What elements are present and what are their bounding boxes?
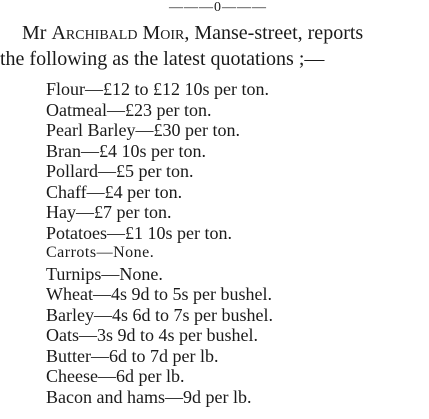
quotation-turnips: Turnips—None. xyxy=(46,263,163,284)
quotation-hay: Hay—£7 per ton. xyxy=(46,202,172,222)
quotation-oats: Oats—3s 9d to 4s per bushel. xyxy=(46,325,258,345)
quotation-cheese: Cheese—6d per lb. xyxy=(46,366,185,386)
intro-name: Archibald Moir xyxy=(51,22,185,44)
quotation-pollard: Pollard—£5 per ton. xyxy=(46,161,194,181)
quotation-carrots: Carrots—None. xyxy=(46,244,155,261)
quotation-potatoes: Potatoes—£1 10s per ton. xyxy=(46,222,232,243)
intro-paragraph xyxy=(0,20,429,72)
intro-line-2: the following as the latest quotations ;— xyxy=(0,48,325,70)
quotation-wheat: Wheat—4s 9d to 5s per bushel. xyxy=(46,284,272,304)
quotation-oatmeal: Oatmeal—£23 per ton. xyxy=(46,99,212,120)
quotations-list xyxy=(46,79,426,407)
quotation-butter: Butter—6d to 7d per lb. xyxy=(46,345,219,366)
section-divider: ———0——— xyxy=(169,0,267,15)
quotation-bacon-and-hams: Bacon and hams—9d per lb. xyxy=(46,386,252,407)
quotation-flour: Flour—£12 to £12 10s per ton. xyxy=(46,79,269,99)
quotation-barley: Barley—4s 6d to 7s per bushel. xyxy=(46,304,273,325)
quotation-bran: Bran—£4 10s per ton. xyxy=(46,140,206,161)
intro-prefix: Mr xyxy=(22,22,52,44)
intro-rest: , Manse-street, reports xyxy=(184,22,364,44)
quotation-pearl-barley: Pearl Barley—£30 per ton. xyxy=(46,120,240,140)
intro-line-1 xyxy=(0,20,429,46)
quotation-chaff: Chaff—£4 per ton. xyxy=(46,181,183,202)
